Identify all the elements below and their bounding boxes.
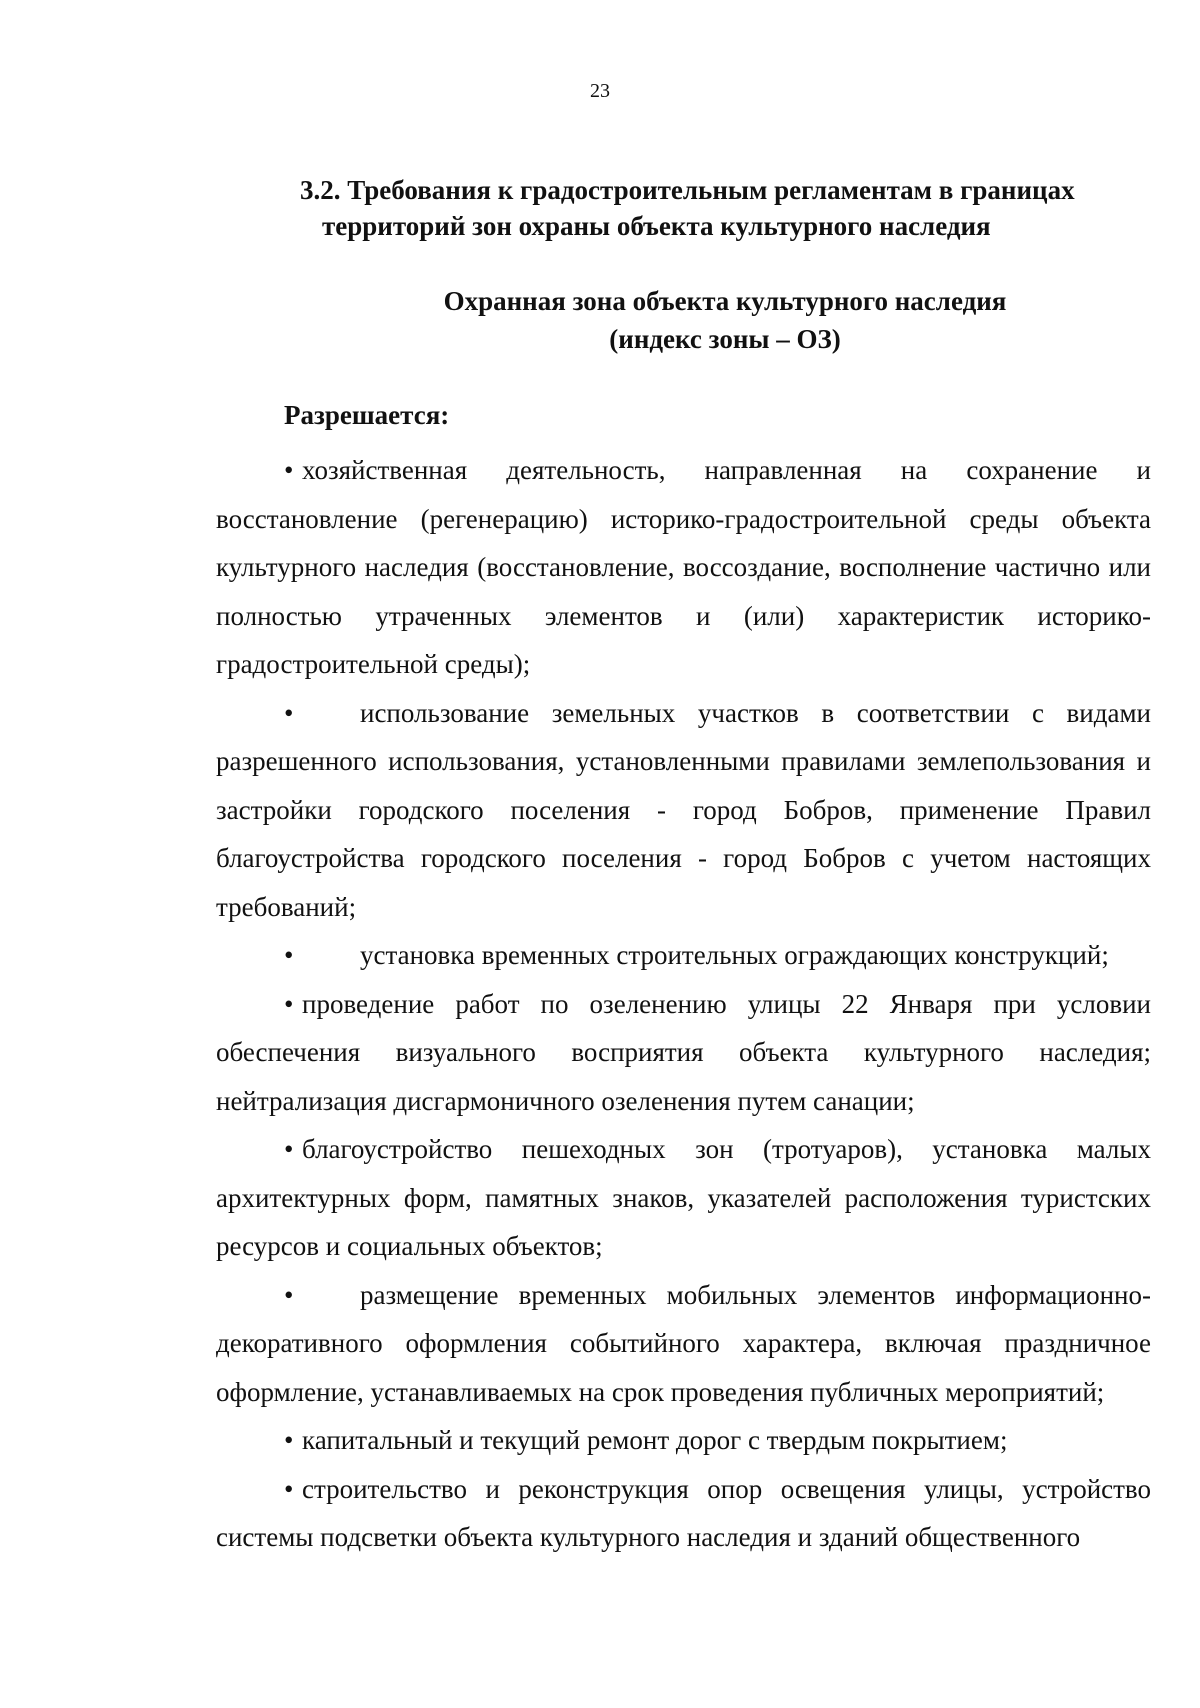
zone-title-line-2: (индекс зоны – ОЗ) <box>609 324 841 354</box>
list-item: • благоустройство пешеходных зон (тротуаров), установка малых архитектурных форм, памятных знаков, указателей расположения туристских ресурсов и социальных объектов; <box>216 1125 1151 1271</box>
bullet-icon: • <box>284 1279 294 1310</box>
allowed-heading: Разрешается: <box>284 400 450 430</box>
list-item: • использование земельных участков в соответствии с видами разрешенного использования, установленными правилами землепользования и застройки городского поселения - город Бобров, применение Правил благоустройства городского поселения - город Бобров с учетом настоящих требований; <box>216 689 1151 932</box>
zone-title-line-1: Охранная зона объекта культурного наследия <box>443 286 1007 316</box>
list-item: • хозяйственная деятельность, направленная на сохранение и восстановление (регенерацию) историко-градостроительной среды объекта культурного наследия (восстановление, воссоздание, восполнение частично или полностью утраченных элементов и (или) характеристик историко-градостроительной среды); <box>216 446 1151 689</box>
bullet-icon: • <box>284 940 294 970</box>
bullet-icon: • <box>284 697 294 728</box>
section-title-line-1: 3.2. Требования к градостроительным регламентам в границах <box>300 175 1075 205</box>
bullet-icon: • <box>284 1134 294 1164</box>
list-item: • установка временных строительных ограждающих конструкций; <box>216 931 1151 980</box>
bullet-icon: • <box>284 1473 294 1504</box>
zone-title <box>300 282 1150 358</box>
list-item: • размещение временных мобильных элементов информационно-декоративного оформления событийного характера, включая праздничное оформление, устанавливаемых на срок проведения публичных мероприятий; <box>216 1271 1151 1417</box>
page-number: 23 <box>590 80 610 102</box>
section-title-line-2: территорий зон охраны объекта культурного наследия <box>322 211 991 241</box>
section-title <box>300 172 1150 244</box>
list-item: • капитальный и текущий ремонт дорог с твердым покрытием; <box>216 1416 1151 1465</box>
bullet-icon: • <box>284 988 294 1019</box>
bullet-icon: • <box>284 1425 294 1455</box>
bullet-icon: • <box>284 455 294 485</box>
list-item: • строительство и реконструкция опор освещения улицы, устройство системы подсветки объекта культурного наследия и зданий общественного <box>216 1465 1151 1562</box>
list-item: • проведение работ по озеленению улицы 22 Января при условии обеспечения визуального восприятия объекта культурного наследия; нейтрализация дисгармоничного озеленения путем санации; <box>216 980 1151 1126</box>
allowed-list <box>216 446 1151 1562</box>
